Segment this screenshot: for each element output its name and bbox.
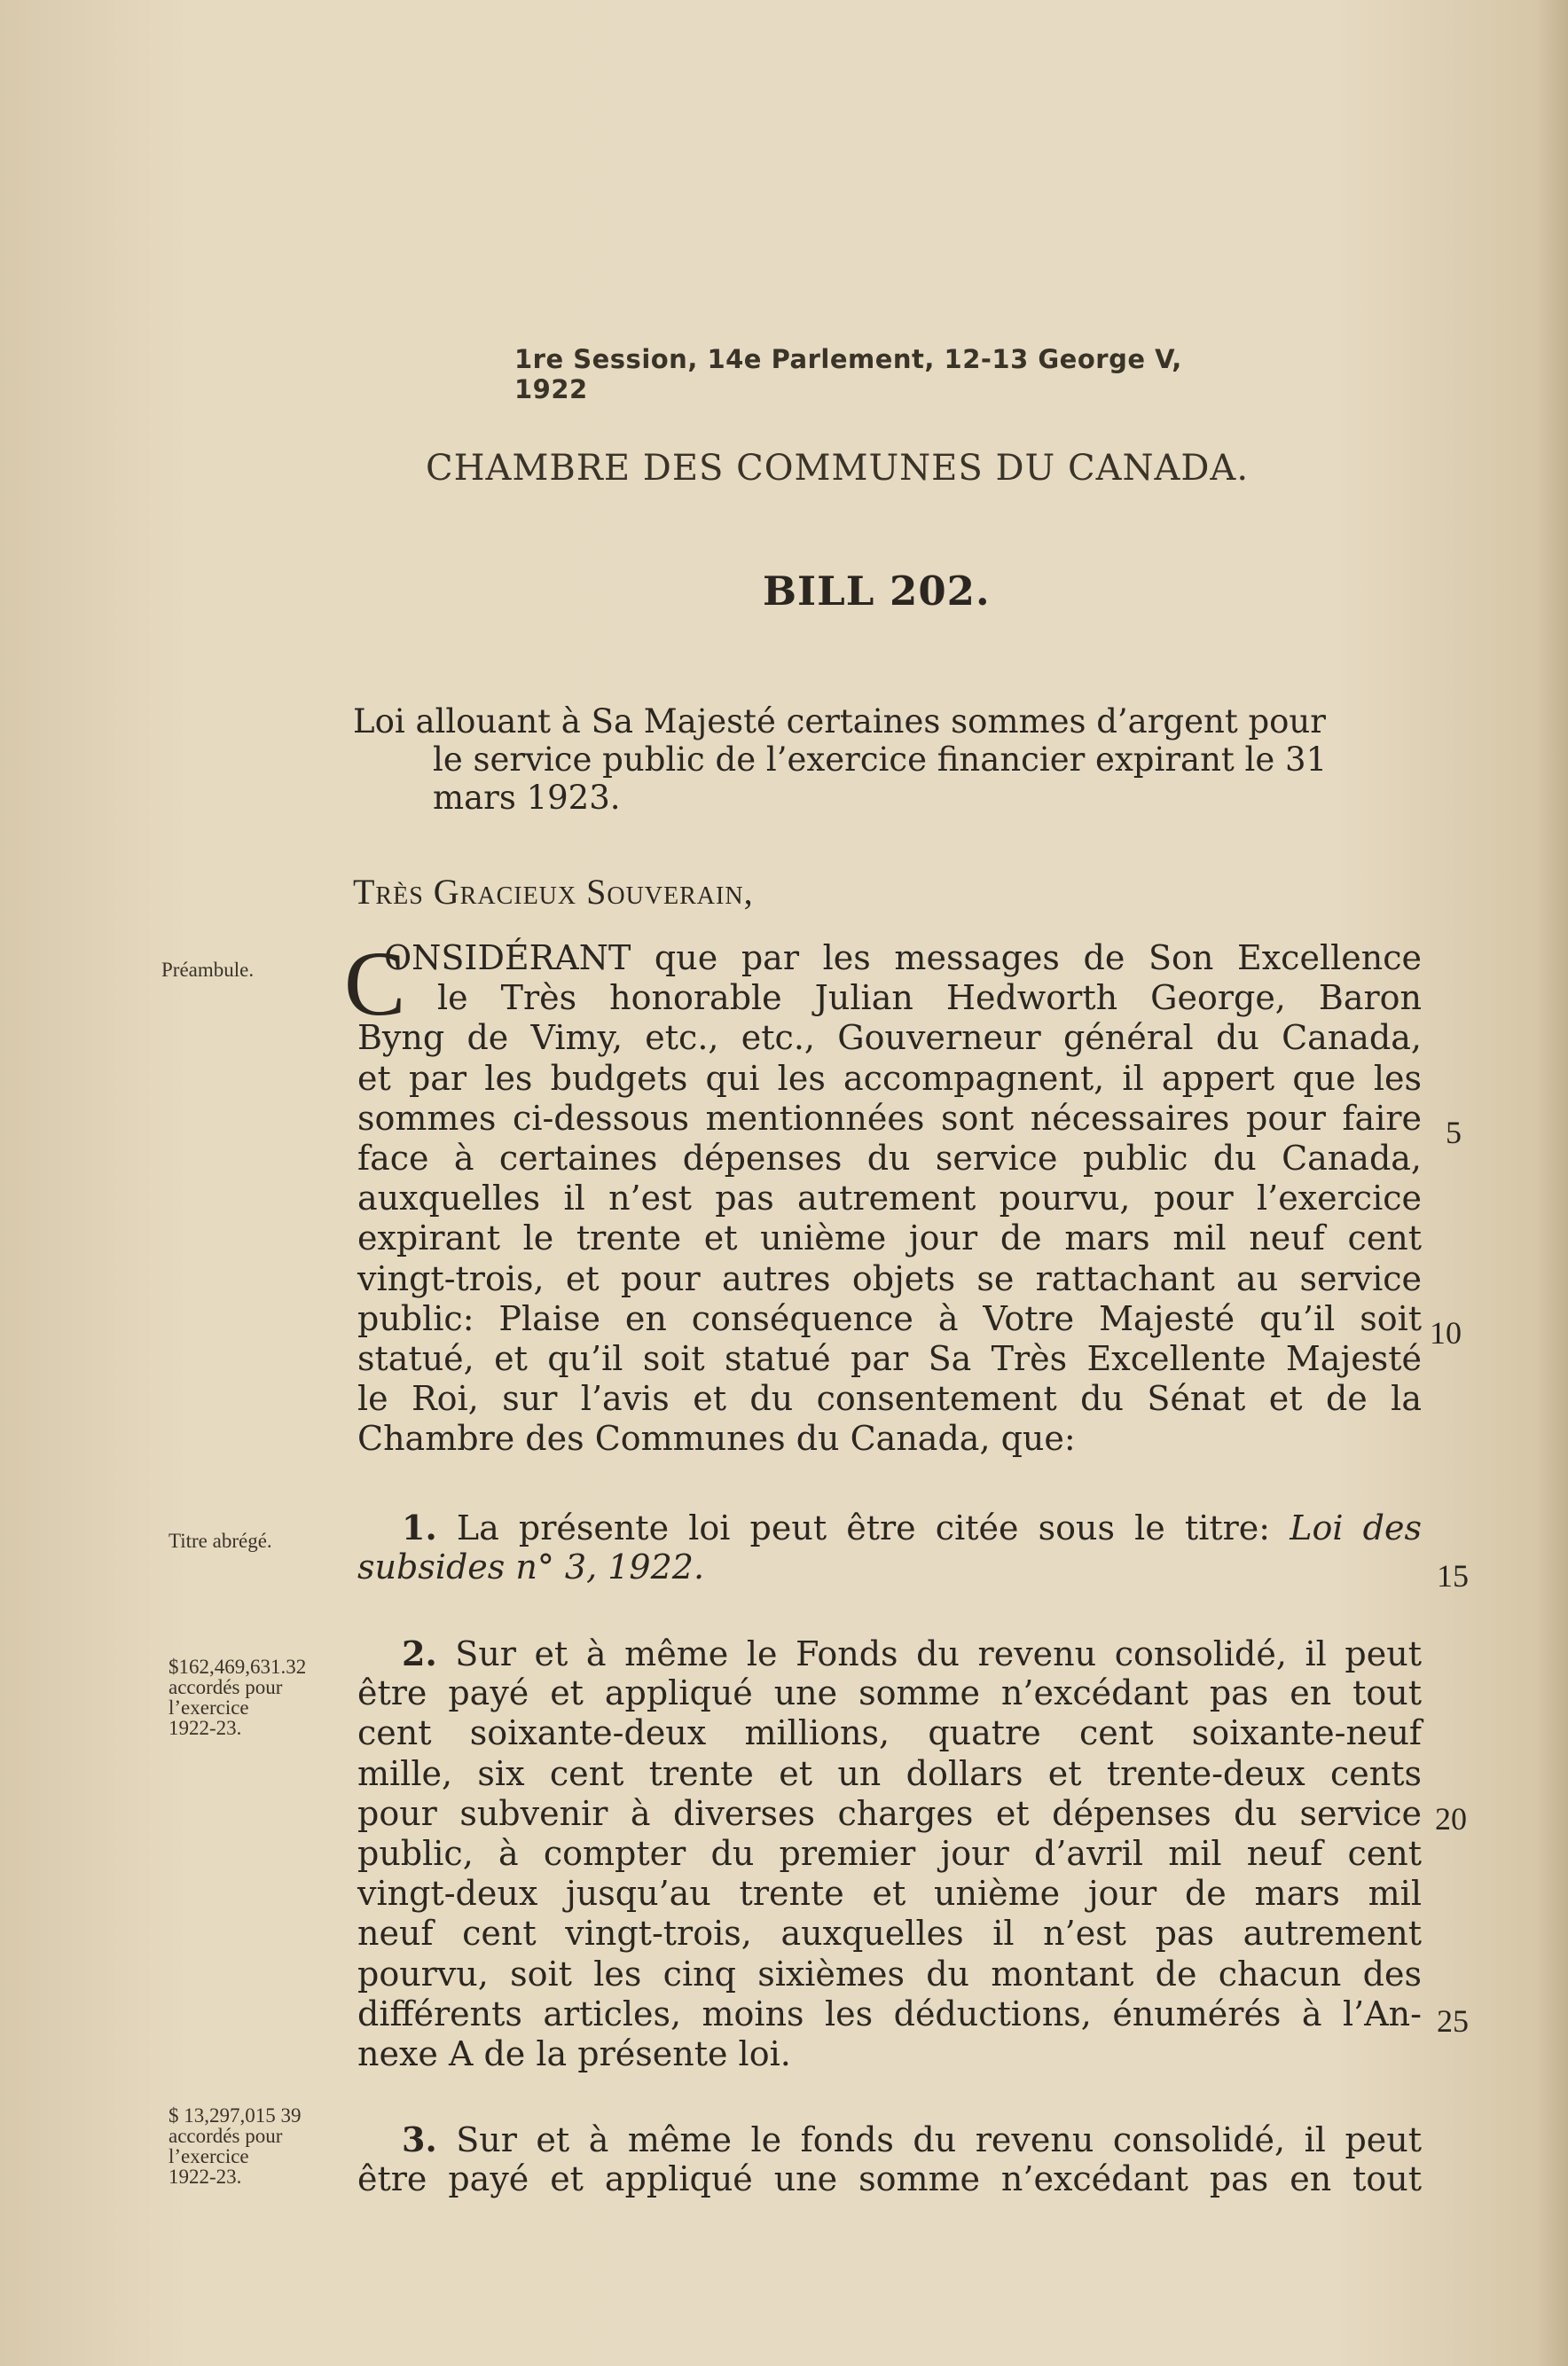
title-line-1: Loi allouant à Sa Majesté certaines sommes d’argent pour	[353, 702, 1326, 740]
title-line-2: le service public de l’exercice financier expirant le 31	[433, 740, 1328, 779]
short-title-italic: subsides n° 3, 1922.	[357, 1547, 705, 1587]
section-2-text: Sur et à même le Fonds du revenu consolidé, il peut	[455, 1634, 1422, 1673]
margin-note-amount: $ 13,297,015 39	[169, 2104, 302, 2127]
preamble-line: public: Plaise en conséquence à Votre Majesté qu’il soit	[357, 1298, 1422, 1338]
margin-note-line: accordés pour	[169, 1676, 283, 1698]
margin-note-line: 1922-23.	[169, 2166, 242, 2188]
bill-number: BILL 202.	[763, 568, 991, 615]
section-2-line: pourvu, soit les cinq sixièmes du montant de chacun des	[357, 1954, 1422, 1994]
line-number: 15	[1437, 1558, 1469, 1594]
bill-long-title	[353, 702, 1417, 817]
section-3	[357, 2119, 1422, 2199]
preamble-text	[357, 938, 1422, 1459]
margin-note-line: l’exercice	[169, 2145, 249, 2167]
drop-cap: C	[344, 933, 406, 1035]
section-3-line-1	[357, 2119, 1422, 2159]
section-1	[357, 1508, 1422, 1587]
margin-note-section-3	[169, 2105, 302, 2187]
section-2	[357, 1633, 1422, 2074]
section-2-line: neuf cent vingt-trois, auxquelles il n’est pas autrement	[357, 1914, 1422, 1954]
line-number: 10	[1430, 1315, 1462, 1351]
margin-note-preamble: Préambule.	[161, 959, 255, 981]
section-number: 1.	[402, 1508, 437, 1547]
section-2-line: vingt-deux jusqu’au trente et unième jour de mars mil	[357, 1874, 1422, 1914]
preamble-line: auxquelles il n’est pas autrement pourvu, pour l’exercice	[357, 1179, 1422, 1218]
line-number: 20	[1435, 1801, 1467, 1837]
preamble-line: le Roi, sur l’avis et du consentement du Sénat et de la	[357, 1379, 1422, 1419]
section-2-line: être payé et appliqué une somme n’excédant pas en tout	[357, 1673, 1422, 1713]
preamble-line: ONSIDÉRANT que par les messages de Son Excellence	[384, 938, 1422, 977]
short-title-italic: Loi des	[1290, 1508, 1422, 1547]
section-number: 3.	[402, 2119, 437, 2159]
preamble-line: face à certaines dépenses du service public du Canada,	[357, 1138, 1422, 1178]
section-1-line-1	[357, 1508, 1422, 1547]
margin-note-amount: $162,469,631.32	[169, 1656, 307, 1678]
preamble-line: Chambre des Communes du Canada, que:	[357, 1419, 1076, 1459]
page-edge-shadow	[1536, 0, 1568, 2366]
section-number: 2.	[402, 1633, 437, 1673]
preamble-line: sommes ci-dessous mentionnées sont nécessaires pour faire	[357, 1098, 1422, 1138]
section-2-line-1	[357, 1633, 1422, 1673]
section-2-line: pour subvenir à diverses charges et dépenses du service	[357, 1793, 1422, 1833]
section-2-line: mille, six cent trente et un dollars et trente-deux cents	[357, 1753, 1422, 1793]
chamber-heading: CHAMBRE DES COMMUNES DU CANADA.	[426, 448, 1250, 489]
preamble-line: vingt-trois, et pour autres objets se rattachant au service	[357, 1258, 1422, 1298]
section-1-line-2	[357, 1547, 1422, 1587]
preamble-line: le Très honorable Julian Hedworth George, Baron	[437, 978, 1422, 1018]
section-2-line: différents articles, moins les déductions, énumérés à l’An-	[357, 1994, 1422, 2033]
line-number: 25	[1437, 2003, 1469, 2039]
margin-note-short-title: Titre abrégé.	[169, 1530, 272, 1552]
preamble-line: et par les budgets qui les accompagnent, il appert que les	[357, 1058, 1422, 1098]
preamble-line: statué, et qu’il soit statué par Sa Très Excellente Majesté	[357, 1338, 1422, 1378]
salutation: Très Gracieux Souverain,	[353, 872, 754, 912]
section-3-text: Sur et à même le fonds du revenu consolidé, il peut	[456, 2120, 1422, 2159]
margin-note-line: 1922-23.	[169, 1717, 242, 1739]
section-2-line: cent soixante-deux millions, quatre cent soixante-neuf	[357, 1713, 1422, 1753]
section-2-line: nexe A de la présente loi.	[357, 2033, 791, 2073]
margin-note-line: l’exercice	[169, 1696, 249, 1719]
section-2-line: public, à compter du premier jour d’avril mil neuf cent	[357, 1833, 1422, 1873]
section-1-text: La présente loi peut être citée sous le titre:	[456, 1508, 1271, 1547]
section-3-line-2: être payé et appliqué une somme n’excédant pas en tout	[357, 2159, 1422, 2199]
margin-note-section-2	[169, 1657, 306, 1738]
session-line: 1re Session, 14e Parlement, 12-13 George V, 1922	[514, 344, 1182, 404]
margin-note-line: accordés pour	[169, 2125, 283, 2147]
title-line-3: mars 1923.	[433, 779, 621, 817]
line-number: 5	[1446, 1115, 1462, 1150]
preamble-line: Byng de Vimy, etc., etc., Gouverneur général du Canada,	[357, 1018, 1422, 1058]
preamble-line: expirant le trente et unième jour de mars mil neuf cent	[357, 1218, 1422, 1258]
